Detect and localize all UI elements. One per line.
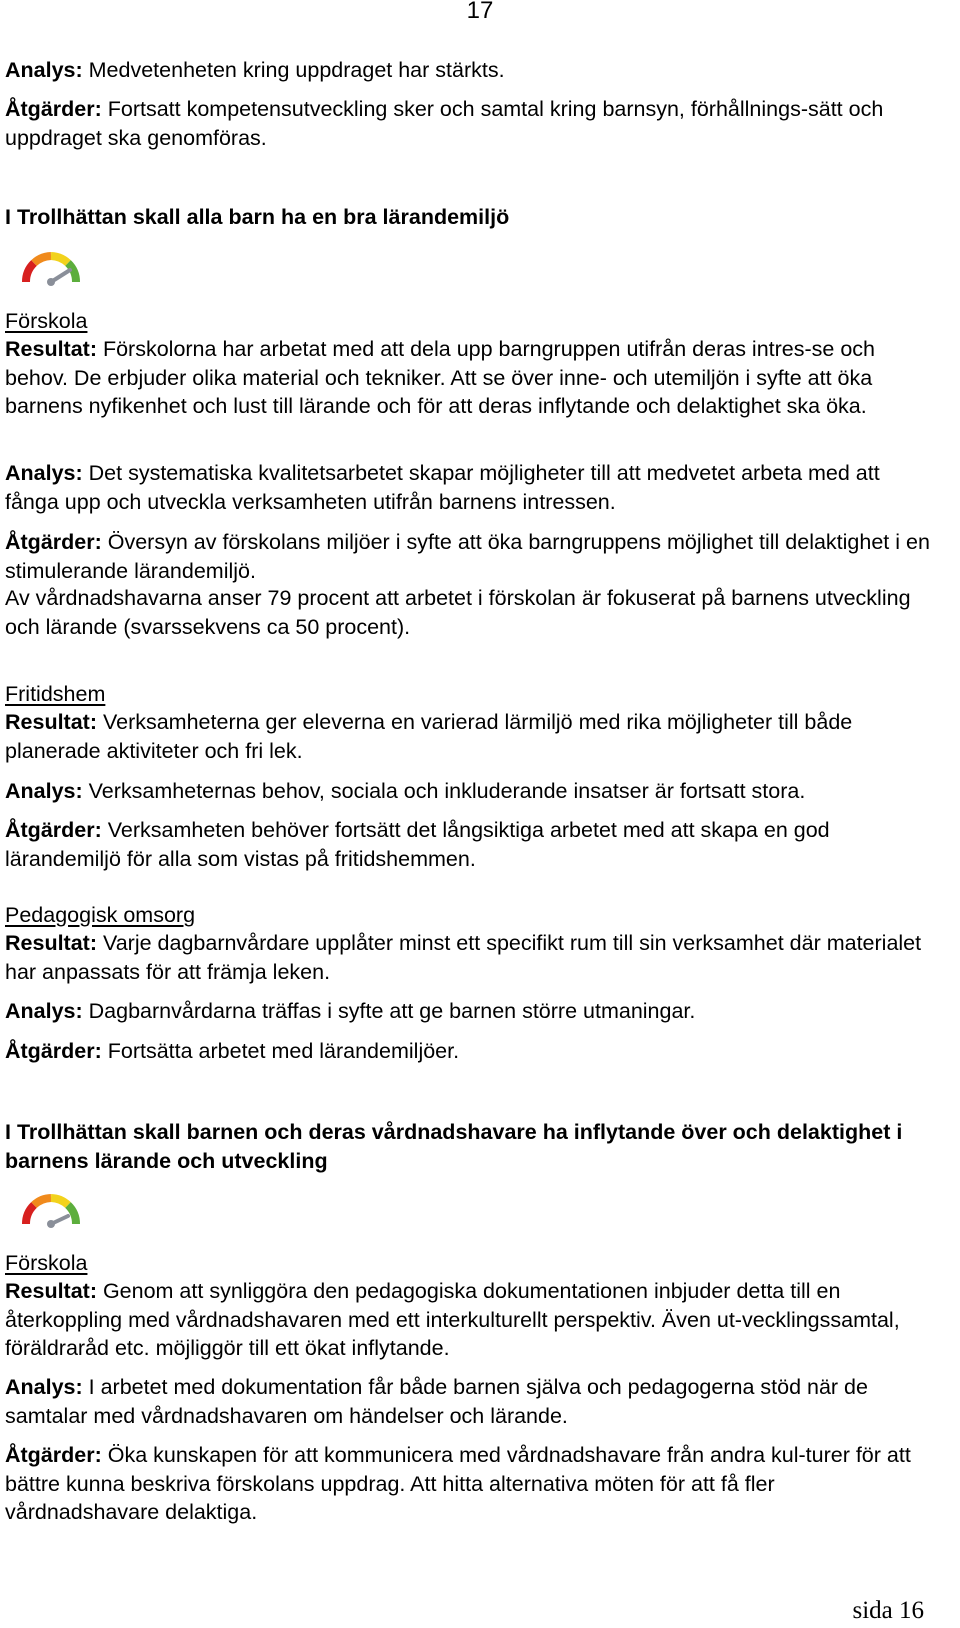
intro-atgarder-text: Fortsatt kompetensutveckling sker och samtal kring barnsyn, förhållnings-sätt och uppdraget ska genomföras. <box>5 97 884 150</box>
section1-pedagogisk-resultat-text: Varje dagbarnvårdare upplåter minst ett specifikt rum till sin verksamhet där materialet har anpassats för att främja leken. <box>5 931 922 984</box>
analys-label: Analys: <box>5 1375 83 1399</box>
section1-fritidshem-resultat-text: Verksamheterna ger eleverna en varierad lärmiljö med rika möjligheter till både planerade aktiviteter och fri lek. <box>5 710 853 763</box>
atgarder-label: Åtgärder: <box>5 818 102 842</box>
section1-pedagogisk-title: Pedagogisk omsorg <box>5 903 196 927</box>
section1-fritidshem-analys-text: Verksamheternas behov, sociala och inkluderande insatser är fortsatt stora. <box>82 779 806 803</box>
section1-forskola-atgarder <box>5 528 932 585</box>
section1-pedagogisk-atgarder <box>5 1037 932 1066</box>
section1-heading: I Trollhättan skall alla barn ha en bra lärandemiljö <box>5 205 510 229</box>
analys-label: Analys: <box>5 999 83 1023</box>
analys-label: Analys: <box>5 461 83 485</box>
page-number: 17 <box>466 0 494 24</box>
section1-forskola-resultat-text: Förskolorna har arbetat med att dela upp barngruppen utifrån deras intres-se och behov. De erbjuder olika material och tekniker. Att se över inne- och utemiljön i syfte att öka barnens nyfikenhet och lust till lärande och för att deras inflytande och delaktighet ska öka. <box>5 337 876 418</box>
section1-fritidshem-resultat <box>5 708 932 765</box>
page-footer: sida 16 <box>852 1597 924 1624</box>
analys-label: Analys: <box>5 779 83 803</box>
section1-forskola-analys-text: Det systematiska kvalitetsarbetet skapar möjligheter till att medvetet arbeta med att fånga upp och utveckla verksamheten utifrån barnens intressen. <box>5 461 880 514</box>
intro-atgarder <box>5 95 932 152</box>
intro-analys <box>5 56 932 85</box>
intro-analys-text: Medvetenheten kring uppdraget har stärkts. <box>82 58 505 82</box>
section1-pedagogisk-analys <box>5 997 932 1026</box>
analys-label: Analys: <box>5 58 83 82</box>
section1-pedagogisk-resultat <box>5 929 932 986</box>
section1-fritidshem-atgarder-text: Verksamheten behöver fortsätt det långsiktiga arbetet med att skapa en god lärandemiljö för alla som vistas på fritidshemmen. <box>5 818 830 871</box>
gauge-icon <box>18 248 84 290</box>
section2-forskola-analys <box>5 1373 932 1430</box>
gauge-icon <box>18 1190 84 1232</box>
section1-fritidshem-atgarder <box>5 816 932 873</box>
section1-fritidshem-title: Fritidshem <box>5 682 106 706</box>
section2-forskola-resultat <box>5 1277 932 1363</box>
section1-forskola-resultat <box>5 335 932 421</box>
section1-forskola-extra: Av vårdnadshavarna anser 79 procent att arbetet i förskolan är fokuserat på barnens utveckling och lärande (svarssekvens ca 50 procent). <box>5 586 911 639</box>
section2-forskola-analys-text: I arbetet med dokumentation får både barnen själva och pedagogerna stöd när de samtalar med vårdnadshavaren om händelser och lärande. <box>5 1375 868 1428</box>
section2-forskola-resultat-text: Genom att synliggöra den pedagogiska dokumentationen inbjuder detta till en återkoppling med vårdnadshavaren med ett interkulturellt perspektiv. Även ut-vecklingssamtal, föräldraråd etc. möjliggör till ett ökat inflytande. <box>5 1279 900 1360</box>
resultat-label: Resultat: <box>5 337 97 361</box>
section2-forskola-atgarder <box>5 1441 932 1527</box>
section1-forskola-analys <box>5 459 932 516</box>
section1-pedagogisk-analys-text: Dagbarnvårdarna träffas i syfte att ge barnen större utmaningar. <box>82 999 696 1023</box>
resultat-label: Resultat: <box>5 1279 97 1303</box>
resultat-label: Resultat: <box>5 931 97 955</box>
section2-forskola-atgarder-text: Öka kunskapen för att kommunicera med vårdnadshavare från andra kul-turer för att bättre kunna beskriva förskolans uppdrag. Att hitta alternativa möten för att få fler vårdnadshavare delaktiga. <box>5 1443 911 1524</box>
section1-forskola-atgarder-text: Översyn av förskolans miljöer i syfte att öka barngruppens möjlighet till delaktighet i en stimulerande lärandemiljö. <box>5 530 930 583</box>
section1-pedagogisk-atgarder-text: Fortsätta arbetet med lärandemiljöer. <box>101 1039 460 1063</box>
atgarder-label: Åtgärder: <box>5 1443 102 1467</box>
resultat-label: Resultat: <box>5 710 97 734</box>
atgarder-label: Åtgärder: <box>5 97 102 121</box>
section1-fritidshem-analys <box>5 777 932 806</box>
atgarder-label: Åtgärder: <box>5 530 102 554</box>
section2-heading: I Trollhättan skall barnen och deras vårdnadshavare ha inflytande över och delaktighet i barnens lärande och utveckling <box>5 1120 903 1173</box>
section2-forskola-title: Förskola <box>5 1251 88 1275</box>
atgarder-label: Åtgärder: <box>5 1039 102 1063</box>
section1-forskola-title: Förskola <box>5 309 88 333</box>
